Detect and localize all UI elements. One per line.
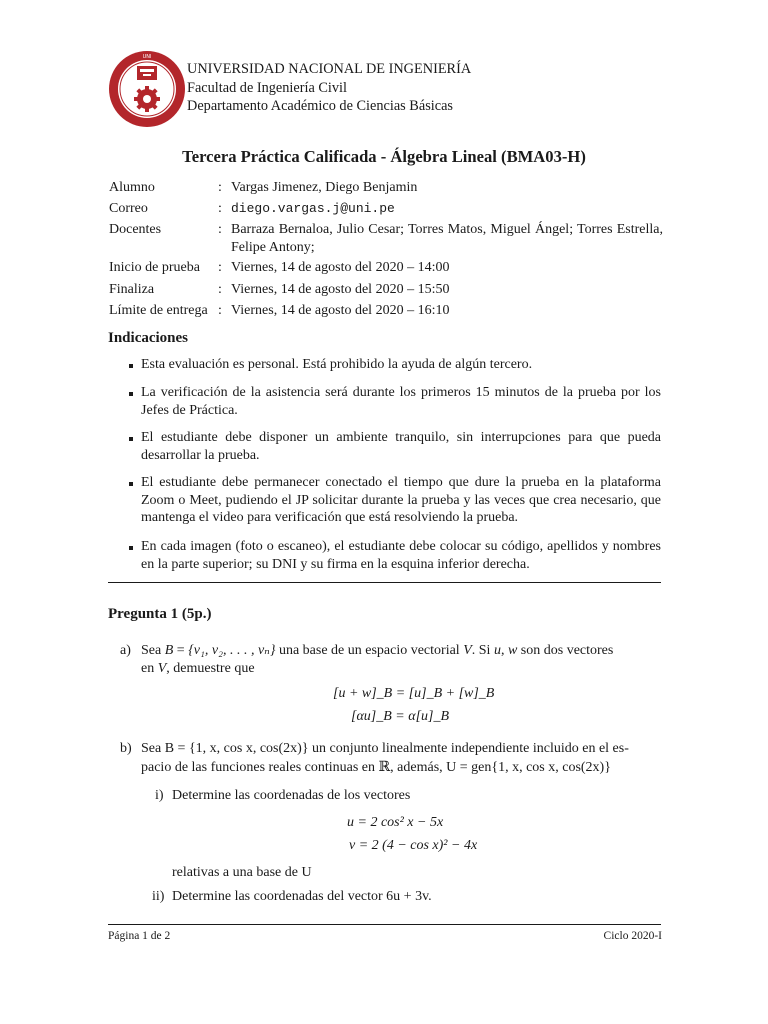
basis-set: {v₁, v₂, . . . , vₙ} — [188, 643, 276, 658]
info-label: Inicio de prueba — [109, 260, 200, 275]
info-colon: : — [218, 282, 222, 297]
indication-item: En cada imagen (foto o escaneo), el estudiante debe colocar su código, apellidos y nombres en la parte superior; su DNI y su firma en la esquina inferior derecha. — [141, 539, 661, 572]
info-value: Barraza Bernaloa, Julio Cesar; Torres Matos, Miguel Ángel; Torres Estrella, Felipe Antony; — [231, 222, 663, 255]
equation-v: v = 2 (4 − cos x)² − 4x — [349, 838, 478, 853]
bullet-icon — [129, 546, 133, 550]
equation-scalar: [αu]_B = α[u]_B — [351, 709, 450, 724]
bullet-icon — [129, 437, 133, 441]
indication-item: Esta evaluación es personal. Está prohibido la ayuda de algún tercero. — [141, 357, 533, 372]
university-logo — [107, 49, 187, 129]
part-a-label: a) — [120, 643, 131, 658]
part-a-text: . Si — [471, 643, 491, 658]
indications-heading: Indicaciones — [108, 330, 189, 346]
info-value: Vargas Jimenez, Diego Benjamin — [231, 180, 418, 195]
part-a-text: son dos vectores — [520, 643, 614, 658]
part-a-text: , — [500, 643, 505, 658]
info-value: Viernes, 14 de agosto del 2020 – 14:00 — [231, 260, 450, 275]
subpart-i-label: i) — [155, 788, 164, 803]
bullet-icon — [129, 482, 133, 486]
part-a-text: una base de un espacio vectorial — [278, 643, 460, 658]
info-label: Correo — [109, 201, 148, 216]
svg-text:UNI: UNI — [142, 54, 152, 60]
part-a-line2 — [141, 660, 255, 678]
info-label: Límite de entrega — [109, 303, 208, 318]
bullet-icon — [129, 392, 133, 396]
info-value: Viernes, 14 de agosto del 2020 – 16:10 — [231, 303, 450, 318]
info-label: Finaliza — [109, 282, 155, 297]
math-symbol: V — [463, 643, 472, 658]
page-number: Página 1 de 2 — [108, 930, 171, 942]
part-b-line2: pacio de las funciones reales continuas en ℝ, además, U = gen{1, x, cos x, cos(2x)} — [141, 760, 611, 775]
info-label: Docentes — [109, 222, 162, 237]
faculty-name: Facultad de Ingeniería Civil — [187, 80, 347, 96]
indication-item: La verificación de la asistencia será durante los primeros 15 minutos de la prueba por los Jefes de Práctica. — [141, 385, 661, 418]
info-label: Alumno — [109, 180, 155, 195]
subpart-ii-text: Determine las coordenadas del vector 6u + 3v. — [172, 889, 432, 904]
exam-title: Tercera Práctica Calificada - Álgebra Lineal (BMA03-H) — [182, 147, 586, 166]
part-b-line1: Sea B = {1, x, cos x, cos(2x)} un conjunto linealmente independiente incluido en el es- — [141, 741, 629, 756]
info-colon: : — [218, 222, 222, 237]
part-a-text: en — [141, 661, 155, 676]
subpart-ii-label: ii) — [152, 889, 165, 904]
cycle-label: Ciclo 2020-I — [603, 930, 662, 942]
relativas-text: relativas a una base de U — [172, 865, 312, 880]
info-colon: : — [218, 180, 222, 195]
info-colon: : — [218, 303, 222, 318]
equation-sum: [u + w]_B = [u]_B + [w]_B — [333, 686, 495, 701]
math-symbol: w — [507, 643, 518, 658]
info-colon: : — [218, 201, 222, 216]
math-symbol: u — [493, 643, 501, 658]
part-b-label: b) — [120, 741, 132, 756]
info-value: Viernes, 14 de agosto del 2020 – 15:50 — [231, 282, 450, 297]
part-a-line1 — [141, 642, 613, 660]
section-divider — [108, 582, 661, 583]
info-colon: : — [218, 260, 222, 275]
math-symbol: = — [176, 643, 185, 658]
question-1-heading: Pregunta 1 (5p.) — [108, 606, 212, 622]
subpart-i-text: Determine las coordenadas de los vectores — [172, 788, 411, 803]
indication-item: El estudiante debe permanecer conectado el tiempo que dure la prueba en la plataforma Zoom o Meet, pudiendo el JP solicitar durante la prueba y las veces que crea necesario, que mantenga el video para verificación que está resolviendo la prueba. — [141, 475, 661, 526]
footer-divider — [108, 924, 661, 925]
bullet-icon — [129, 364, 133, 368]
indication-item: El estudiante debe disponer un ambiente tranquilo, sin interrupciones para que pueda desarrollar la prueba. — [141, 430, 661, 463]
email-value: diego.vargas.j@uni.pe — [231, 201, 395, 216]
part-a-text: , demuestre que — [166, 661, 255, 676]
part-a-text: Sea — [141, 643, 162, 658]
university-name: UNIVERSIDAD NACIONAL DE INGENIERÍA — [187, 61, 472, 77]
math-symbol: B — [164, 643, 174, 658]
department-name: Departamento Académico de Ciencias Básicas — [187, 98, 453, 114]
math-symbol: V — [157, 661, 167, 676]
equation-u: u = 2 cos² x − 5x — [347, 815, 444, 830]
